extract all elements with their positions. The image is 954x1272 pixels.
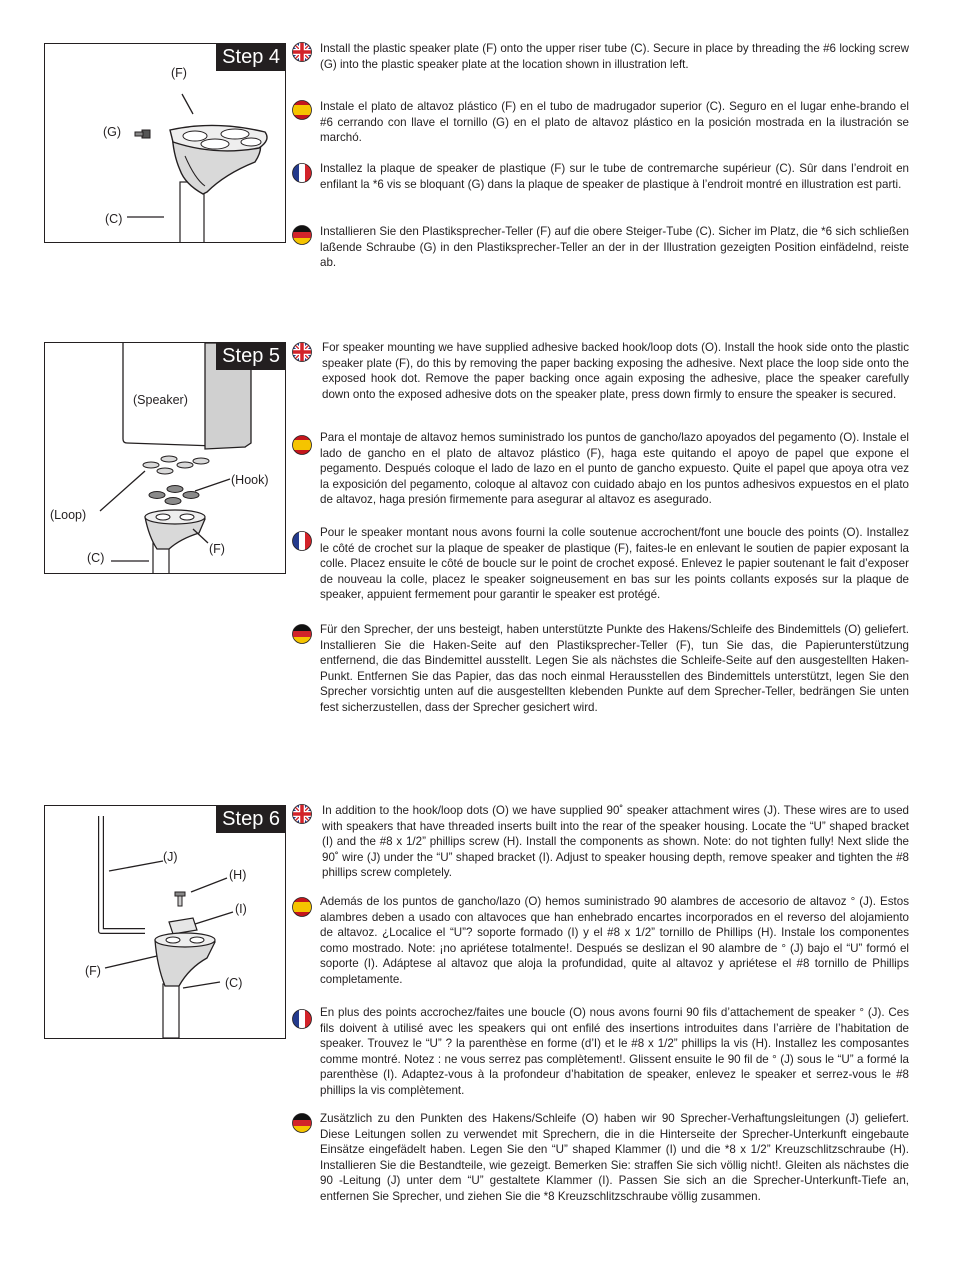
step6-illustration — [44, 805, 286, 1039]
step4-drawing — [45, 44, 285, 242]
spain-flag-icon — [292, 897, 312, 917]
spain-flag-icon — [292, 100, 312, 120]
step4-text-de: Installieren Sie den Plastiksprecher-Teller (F) auf die obere Steiger-Tube (C). Sicher im Platz, die *6 sich schließen laßende Schraube (G) in den Plastiksprecher-Teller an der in der Illustration gezeigten Position einfädelnd, reiste ab. — [320, 225, 909, 270]
uk-flag-icon — [292, 42, 312, 62]
callout-hook: (Hook) — [231, 473, 269, 487]
step4-text-es: Instale el plato de altavoz plástico (F) en el tubo de madrugador superior (C). Seguro en el lugar enhe-brando el #6 cerrando con llave el tornillo (G) en el plato de altavoz plástico en la posición mostrada en la ilustración se marchó. — [320, 100, 909, 145]
step4-illustration — [44, 43, 286, 243]
uk-flag-icon — [292, 342, 312, 362]
germany-flag-icon — [292, 624, 312, 644]
callout-f: (F) — [171, 66, 187, 80]
step5-text-fr: Pour le speaker montant nous avons fourni la colle soutenue accrochent/font une boucle des points (O). Installez le côté de crochet sur la plaque de speaker de plastique (F), faites-le en enlevant le soutien de papier exposant la colle. Placez ensuite le côté de boucle sur le point de crochet exposé. Enlevez le papier soutenant le fait d’exposer de nouveau la colle, placez le speaker soigneusement en bas sur les points collants exposés sur la plaque de speaker, appuient fermement pour garantir le speaker est protégé. — [320, 526, 909, 602]
callout-c: (C) — [87, 551, 105, 565]
callout-g: (G) — [103, 125, 122, 139]
step4-text-en: Install the plastic speaker plate (F) onto the upper riser tube (C). Secure in place by threading the #6 locking screw (G) into the plastic speaker plate at the location shown in illustration left. — [320, 42, 909, 71]
step6-text-es: Además de los puntos de gancho/lazo (O) hemos suministrado 90 alambres de accesorio de altavoz ° (J). Estos alambres deben a usado con altavoces que han enhebrado encartes incorporados en el reverso del alojamiento de altavoz. ¿Localice el “U”? soporte formado (I) y el #8 x 1/2” tornillo de Phillips (H). Instale los componentes como mostrado. Note: ¡no apriétese totalmente!. Después se deslizan el 90 alambre de ° (J) bajo el “U” formó el soporte (I). Adáptese al altavoz que aloja la profundidad, quite al altavoz y apriétese el #8 tornillo de Phillips completamente. — [320, 895, 909, 986]
step6-text-en: In addition to the hook/loop dots (O) we have supplied 90˚ speaker attachment wires (J). These wires are to used with speakers that have threaded inserts built into the rear of the speaker housing. Locate the “U” shaped bracket (I) and the #8 x 1/2” phillips screw (H). Install the components as shown. Note: do not tighten fully! Next slide the 90˚ wire (J) under the “U” shaped bracket (I). Adjust to speaker housing depth, remove speaker and tighten the #8 phillips screw completely. — [322, 804, 909, 880]
callout-f: (F) — [209, 542, 225, 556]
callout-speaker: (Speaker) — [133, 393, 188, 407]
callout-loop: (Loop) — [50, 508, 87, 522]
step5-illustration — [44, 342, 286, 574]
step6-text-fr: En plus des points accrochez/faites une boucle (O) nous avons fourni 90 fils d’attachement de speaker ° (J). Ces fils doivent à utilisé avec les speakers qui ont enfilé des insertions introduites dans l’arrière de l’habitation de speaker. Trouvez le “U” ? la parenthèse en forme (d’I) et le #8 x 1/2” phillips la vis (H). Installez les composantes comme montré. Notez : ne vous serrez pas complètement!. Glissent ensuite le 90 fil de ° (J) sous le “U” a formé la parenthèse (I). Adaptez-vous à la profondeur d’habitation de speaker, enlevez le speaker et serrez-vous le #8 phillips la vis complètement. — [320, 1006, 909, 1097]
germany-flag-icon — [292, 1113, 312, 1133]
step4-text-fr: Installez la plaque de speaker de plastique (F) sur le tube de contremarche supérieur (C). Sûr dans l’endroit en enfilant la *6 vis se bloquant (G) dans la plaque de speaker de plastique à l’endroit montré en illustration est parti. — [320, 162, 909, 191]
france-flag-icon — [292, 531, 312, 551]
step5-text-de: Für den Sprecher, der uns besteigt, haben unterstützte Punkte des Hakens/Schleife des Bindemittels (O) geliefert. Installieren Sie die Haken-Seite auf den Plastiksprecher-Teller (F), tun Sie das, die Papierunterstützung entfernend, die das Bindemittel ausstellt. Legen Sie als nächstes die Schleife-Seite auf den ausgestellten Haken-Punkt. Entfernen Sie das Papier, das das noch einmal Herausstellen des Bindemittels unterstützt, legen Sie den Sprecher vorsichtig unten auf die ausgestellten klebenden Punkte auf dem Sprecher-Teller, bedrängen Sie unten fest sicherzustellen, dass der Sprecher gesichert wird. — [320, 623, 909, 714]
spain-flag-icon — [292, 435, 312, 455]
france-flag-icon — [292, 1009, 312, 1029]
step5-label: Step 5 — [216, 343, 285, 370]
uk-flag-icon — [292, 804, 312, 824]
step5-text-en: For speaker mounting we have supplied adhesive backed hook/loop dots (O). Install the hook side onto the plastic speaker plate (F), do this by removing the paper backing exposing the adhesive. Next place the loop side onto the exposed hook dot. Remove the paper backing once again exposing the adhesive, place the speaker carefully down onto the exposed adhesive dots on the speaker plate, press down firmly to ensure the speaker is secured. — [322, 341, 909, 401]
callout-f: (F) — [85, 964, 101, 978]
callout-c: (C) — [105, 212, 123, 226]
screw-g-icon — [135, 130, 150, 138]
callout-j: (J) — [163, 850, 178, 864]
france-flag-icon — [292, 163, 312, 183]
callout-i: (I) — [235, 902, 247, 916]
step4-label: Step 4 — [216, 44, 285, 71]
step6-text-de: Zusätzlich zu den Punkten des Hakens/Schleife (O) haben wir 90 Sprecher-Verhaftungsleitungen (J) geliefert. Diese Leitungen sollen zu verwendet mit Sprechern, die in die Hinterseite der Sprecher-Unterkunft eingebaute Einsätze eingefädelt haben. Legen Sie den “U” shaped Klammer (I) und die *8 x 1/2” Kreuzschlitzschraube (H). Installieren Sie die Bestandteile, wie gezeigt. Bemerken Sie: straffen Sie sich völlig nicht!. Gleiten als nächstes die 90 -Leitung (J) unter dem “U” gestaltete Klammer (I). Passen Sie sich an die Sprecher-Unterkunft-Tiefe an, entfernen Sie Sprecher, und ziehen Sie die *8 Kreuzschlitzschraube völlig zusammen. — [320, 1112, 909, 1203]
step5-text-es: Para el montaje de altavoz hemos suministrado los puntos de gancho/lazo apoyados del pegamento (O). Instale el lado de gancho en el plato de altavoz plástico (F), haga este quitando el apoyo de papel que expone el pegamento. Después coloque el lado de lazo en el punto de gancho expuesto. Quite el papel que apoya otra vez la exposición del pegamento, coloque al altavoz con cuidado abajo en los puntos adhesivos expuestos en el plato de altavoz, haga presión firmemente para asegurar al altavoz es asegurado. — [320, 431, 909, 507]
screw-h-icon — [175, 892, 185, 906]
callout-c: (C) — [225, 976, 243, 990]
callout-h: (H) — [229, 868, 247, 882]
germany-flag-icon — [292, 225, 312, 245]
step6-drawing — [45, 806, 285, 1038]
step6-label: Step 6 — [216, 806, 285, 833]
step5-drawing — [45, 343, 285, 573]
